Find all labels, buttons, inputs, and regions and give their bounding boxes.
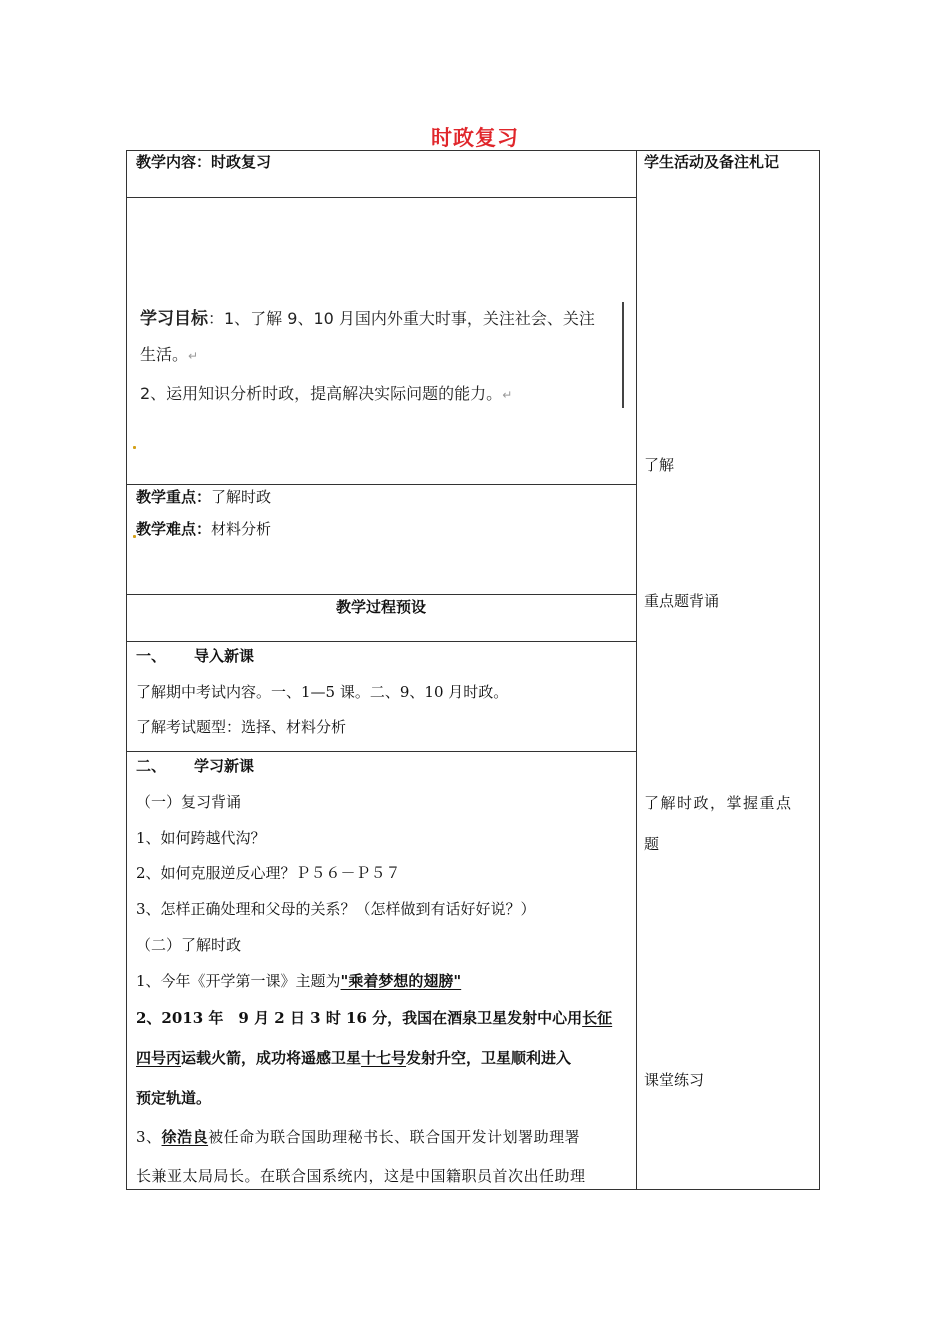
key-point-text: 了解时政 <box>211 488 272 506</box>
difficulty-label: 教学难点： <box>136 520 212 538</box>
row-divider <box>126 197 636 198</box>
item2-line1: 2、2013 年 9 月 2 日 3 时 16 分，我国在酒泉卫星发射中心用 <box>136 1009 583 1027</box>
row-divider <box>126 594 636 595</box>
item2-rocket-b: 四号丙 <box>136 1049 182 1067</box>
objective-2: 2、运用知识分析时政，提高解决实际问题的能力。 <box>140 384 503 403</box>
item3-name: 徐浩良 <box>161 1128 209 1146</box>
item3-line1: 被任命为联合国助理秘书长、联合国开发计划署助理署 <box>208 1128 581 1146</box>
section2-number: 二、 <box>136 757 167 775</box>
question-2: 2、如何克服逆反心理？Ｐ５６－Ｐ５７ <box>136 864 401 882</box>
stray-mark <box>133 446 136 449</box>
question-1: 1、如何跨越代沟？ <box>136 829 266 847</box>
notes-column-header: 学生活动及备注札记 <box>644 153 780 171</box>
return-mark: ↵ <box>188 349 199 363</box>
item2-line2: 运载火箭，成功将遥感卫星 <box>181 1049 362 1067</box>
row-divider <box>126 751 636 752</box>
item2-satellite: 十七号 <box>361 1049 407 1067</box>
objective-1-cont: 生活。 <box>140 345 189 364</box>
note-current-affairs-cont: 题 <box>644 835 660 853</box>
current-affairs-subheading: （二）了解时政 <box>136 936 242 954</box>
image-edge <box>622 302 624 408</box>
item2-line3: 预定轨道。 <box>136 1089 212 1107</box>
page-title: 时政复习 <box>431 126 519 150</box>
row-divider <box>126 484 636 485</box>
process-heading: 教学过程预设 <box>335 598 426 616</box>
item3-prefix: 3、 <box>136 1128 162 1146</box>
section2-title: 学习新课 <box>194 757 255 775</box>
item2-rocket-a: 长征 <box>582 1009 613 1027</box>
review-subheading: （一）复习背诵 <box>136 793 242 811</box>
objective-1: ：1、了解 9、10 月国内外重大时事，关注社会、关注 <box>208 309 595 328</box>
item3-line2: 长兼亚太局局长。在联合国系统内，这是中国籍职员首次出任助理 <box>136 1167 586 1185</box>
column-divider <box>636 150 637 1190</box>
section1-number: 一、 <box>136 647 167 665</box>
row-divider <box>126 641 636 642</box>
teaching-content-header: 教学内容：时政复习 <box>136 153 272 171</box>
section1-title: 导入新课 <box>194 647 255 665</box>
difficulty-text: 材料分析 <box>211 520 272 538</box>
learning-objectives-image <box>134 300 626 412</box>
item2-line2-end: 发射升空，卫星顺利进入 <box>406 1049 572 1067</box>
item1-theme: "乘着梦想的翅膀" <box>340 972 462 990</box>
note-key-questions: 重点题背诵 <box>644 592 720 610</box>
item1-prefix: 1、今年《开学第一课》主题为 <box>136 972 341 990</box>
return-mark: ↵ <box>502 388 513 402</box>
section1-line2: 了解考试题型：选择、材料分析 <box>136 718 347 736</box>
note-class-practice: 课堂练习 <box>644 1071 705 1089</box>
key-point-label: 教学重点： <box>136 488 212 506</box>
note-current-affairs: 了解时政，掌握重点 <box>644 794 793 812</box>
note-understand: 了解 <box>644 456 675 474</box>
question-3: 3、怎样正确处理和父母的关系？（怎样做到有话好好说？） <box>136 900 536 918</box>
section1-line1: 了解期中考试内容。一、1—5 课。二、9、10 月时政。 <box>136 683 509 701</box>
objectives-label: 学习目标 <box>140 309 208 329</box>
